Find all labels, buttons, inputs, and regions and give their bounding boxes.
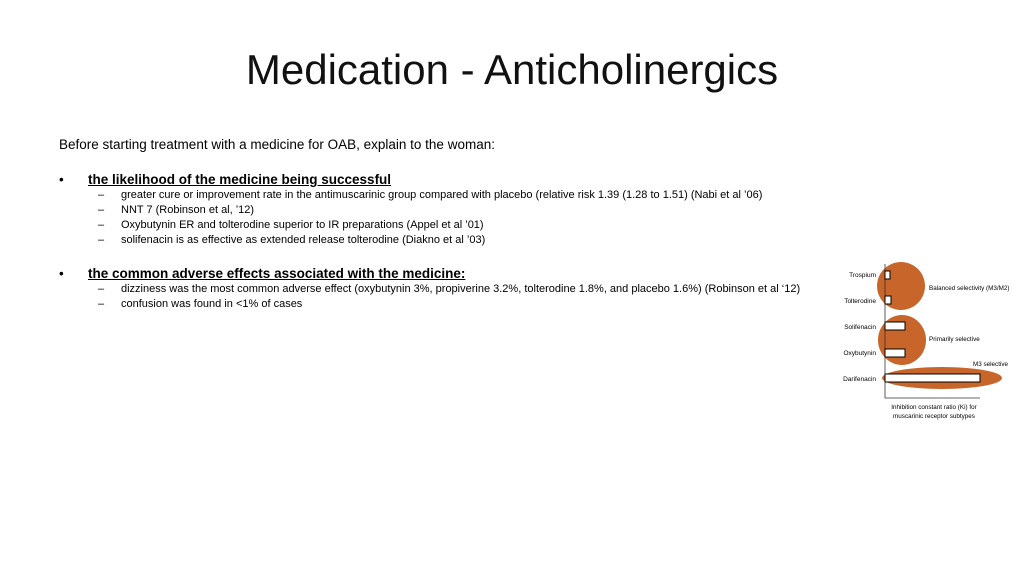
bullet-icon: • xyxy=(59,172,64,187)
solifenacin-bar xyxy=(885,322,905,330)
section-heading-label: the common adverse effects associated with the medicine: xyxy=(88,266,466,281)
dash-icon: – xyxy=(98,234,105,246)
figure-caption: muscarinic receptor subtypes xyxy=(893,413,975,420)
page-title: Medication - Anticholinergics xyxy=(245,46,779,93)
list-item-text: greater cure or improvement rate in the antimuscarinic group compared with placebo (relative risk 1.39 (1.28 to 1.51) (Nabi et al ’06) xyxy=(121,189,763,201)
dash-icon: – xyxy=(98,204,105,216)
trospium-bar xyxy=(885,271,890,279)
dash-icon: – xyxy=(98,298,105,310)
group-label: Primarily selective xyxy=(929,336,980,343)
group-label: M3 selective xyxy=(973,361,1008,368)
dash-icon: – xyxy=(98,219,105,231)
selectivity-figure xyxy=(838,258,1018,428)
drug-label: Solifenacin xyxy=(844,324,876,331)
list-item-text: confusion was found in <1% of cases xyxy=(121,298,303,310)
bullet-icon: • xyxy=(59,266,64,281)
list-item-text: Oxybutynin ER and tolterodine superior to IR preparations (Appel et al ’01) xyxy=(121,219,484,231)
intro-text: Before starting treatment with a medicine for OAB, explain to the woman: xyxy=(59,137,495,152)
group-label: Balanced selectivity (M3/M2) xyxy=(929,285,1010,292)
dash-icon: – xyxy=(98,189,105,201)
drug-label: Tolterodine xyxy=(844,298,876,305)
list-item-text: NNT 7 (Robinson et al, ’12) xyxy=(121,204,255,216)
figure-caption: Inhibition constant ratio (Ki) for xyxy=(891,404,977,411)
drug-label: Trospium xyxy=(849,272,876,279)
list-item-text: solifenacin is as effective as extended release tolterodine (Diakno et al ’03) xyxy=(121,234,486,246)
oxybutynin-bar xyxy=(885,349,905,357)
selectivity-diagram xyxy=(838,258,1018,428)
dash-icon: – xyxy=(98,283,105,295)
list-item-text: dizziness was the most common adverse effect (oxybutynin 3%, propiverine 3.2%, tolterodine 1.8%, and placebo 1.6%) (Robinson et al ‘12) xyxy=(121,283,801,295)
tolterodine-bar xyxy=(885,296,891,304)
drug-label: Oxybutynin xyxy=(843,350,876,357)
darifenacin-bar xyxy=(885,374,980,382)
section-heading-label: the likelihood of the medicine being successful xyxy=(88,172,392,187)
balanced-selectivity-blob xyxy=(877,262,925,310)
drug-label: Darifenacin xyxy=(843,376,876,383)
